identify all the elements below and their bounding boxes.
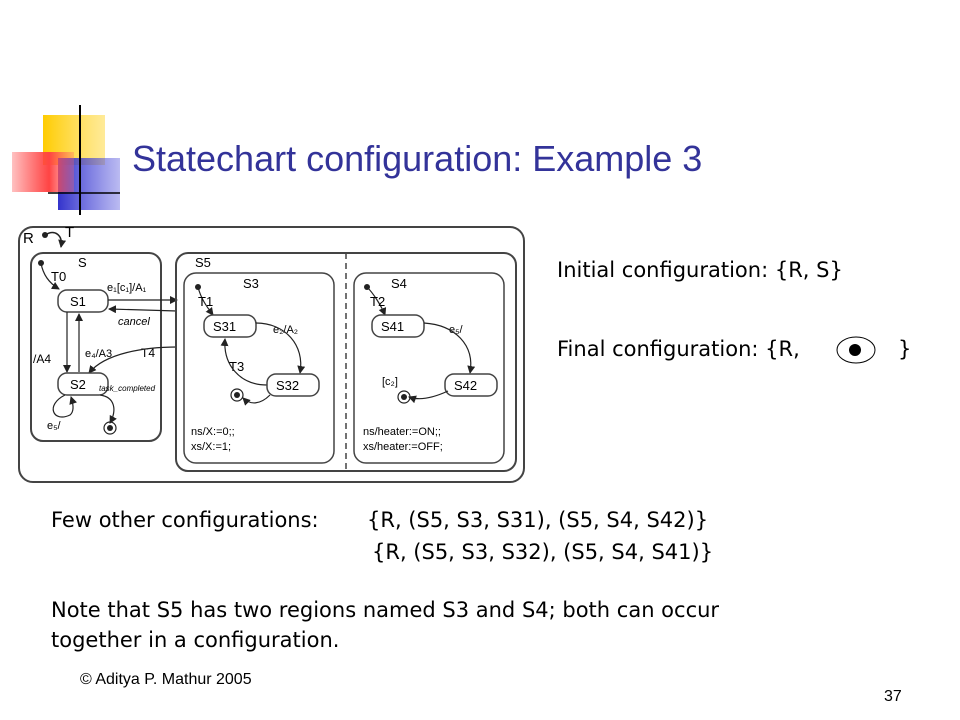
other-configurations-label: Few other configurations: [51, 508, 319, 532]
label-t3: T3 [229, 359, 245, 374]
label-t0: T0 [51, 269, 67, 284]
state-t-label: T [65, 225, 75, 241]
other-configuration-2: {R, (S5, S3, S32), (S5, S4, S41)} [372, 540, 714, 564]
copyright: © Aditya P. Mathur 2005 [80, 671, 252, 688]
final-configuration-suffix: } [898, 337, 912, 361]
arrow-e5-s4 [424, 323, 471, 373]
label-e4: e₄/A3 [85, 348, 113, 360]
state-r-label: R [23, 230, 34, 247]
initial-configuration: Initial configuration: {R, S} [557, 258, 843, 282]
final-configuration-prefix: Final configuration: {R, [557, 337, 800, 361]
arrow-c2-final [409, 391, 448, 399]
label-cancel: cancel [118, 316, 150, 328]
page-number: 37 [884, 688, 902, 705]
state-s32-label: S32 [276, 378, 300, 393]
arrow-cancel [109, 309, 177, 311]
state-s4-label: S4 [391, 276, 407, 291]
label-ns-x: ns/X:=0;; [191, 426, 235, 438]
label-a4: /A4 [33, 352, 52, 366]
note-line-2: together in a configuration. [51, 628, 340, 652]
state-s2-label: S2 [70, 377, 86, 392]
slide-title: Statechart configuration: Example 3 [132, 138, 703, 179]
label-t4: T4 [141, 346, 156, 360]
initial-dot-r [42, 232, 48, 238]
state-s-label: S [78, 255, 87, 270]
other-configuration-1: {R, (S5, S3, S31), (S5, S4, S42)} [367, 508, 709, 532]
state-s42-label: S42 [454, 378, 478, 393]
label-xs-heater: xs/heater:=OFF; [363, 441, 443, 453]
label-e1: e₁[c₁]/A₁ [107, 282, 147, 294]
state-s41-label: S41 [381, 319, 405, 334]
label-xs-x: xs/X:=1; [191, 441, 232, 453]
state-s3-label: S3 [243, 276, 259, 291]
state-s5-label: S5 [195, 255, 211, 270]
label-e5-s4: e₅/ [449, 324, 463, 336]
arrow-task-completed [100, 395, 114, 423]
final-state-symbol [835, 335, 877, 365]
label-c2: [c₂] [382, 376, 398, 388]
note-line-1: Note that S5 has two regions named S3 and S4; both can occur [51, 598, 720, 622]
title-decoration [0, 100, 120, 220]
self-loop-e5 [53, 395, 73, 417]
state-s1-label: S1 [70, 294, 86, 309]
state-s31-label: S31 [213, 319, 237, 334]
label-e5-s2: e₅/ [47, 420, 61, 432]
label-t1: T1 [198, 294, 214, 309]
arrow-s32-final [243, 395, 270, 403]
label-task-completed: task_completed [99, 384, 156, 393]
label-ns-heater: ns/heater:=ON;; [363, 426, 441, 438]
label-e2: e₂/A₂ [273, 324, 299, 336]
label-t2: T2 [370, 294, 386, 309]
statechart-diagram [15, 225, 530, 491]
